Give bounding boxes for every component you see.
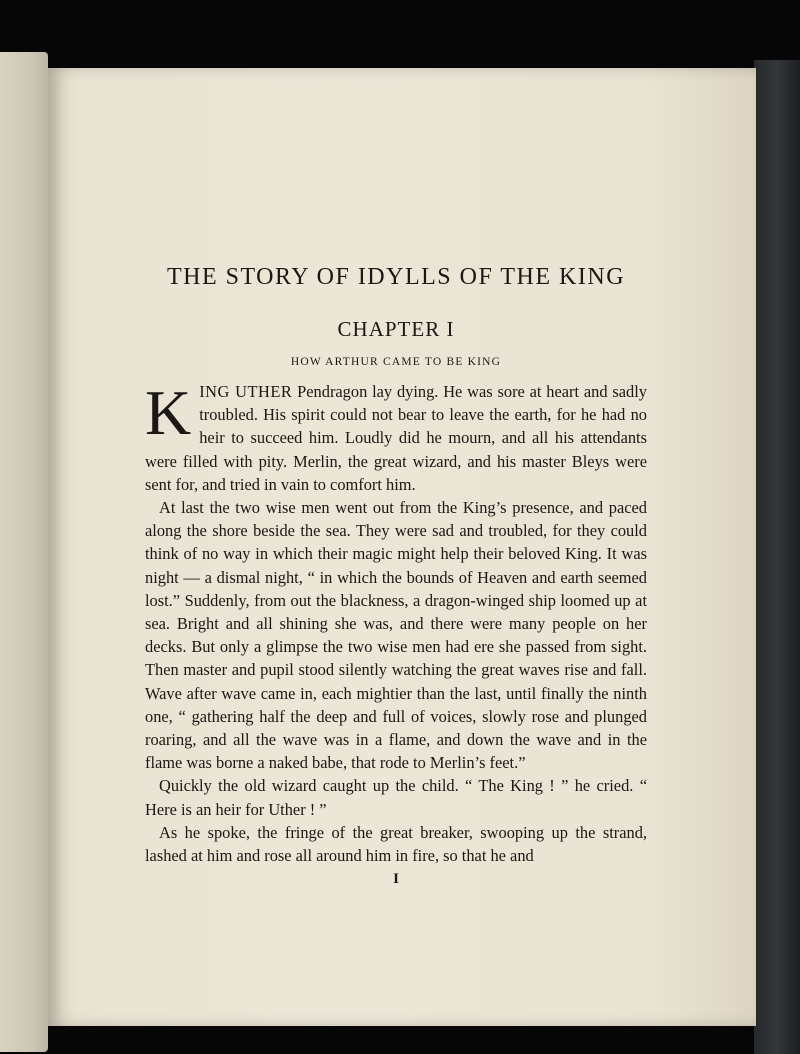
paragraph-1 (145, 377, 647, 496)
page-content (145, 264, 647, 888)
facing-page-edge (0, 52, 48, 1052)
paragraph-2: At last the two wise men went out from the King’s presence, and paced along the shore beside the sea. They were sad and troubled, for they could think of no way in which their magic might help their beloved King. It was night — a dismal night, “ in which the bounds of Heaven and earth seemed lost.” Suddenly, from out the blackness, a dragon-winged ship loomed up at sea. Bright and all shining she was, and there were many people on her decks. But only a glimpse the two wise men had ere she passed from sight. Then master and pupil stood silently watching the great waves rise and fall. Wave after wave came in, each mightier than the last, until finally the ninth one, “ gathering half the deep and full of voices, slowly rose and plunged roaring, and all the wave was in a flame, and down the wave and in the flame was borne a naked babe, that rode to Merlin’s feet.” (145, 498, 647, 773)
lead-small-caps: ING UTHER (199, 382, 293, 401)
page-number: I (393, 871, 399, 888)
drop-cap: K (145, 377, 192, 448)
paragraph-4: As he spoke, the fringe of the great breaker, swooping up the strand, lashed at him and rose all around him in fire, so that he and (145, 822, 647, 866)
book-title: THE STORY OF IDYLLS OF THE KING (166, 264, 626, 290)
chapter-subtitle: HOW ARTHUR CAME TO BE KING (290, 356, 502, 368)
chapter-heading: CHAPTER I (337, 317, 455, 341)
paragraph-1-text: Pendragon lay dying. He was sore at heart and sadly troubled. His spirit could not bear to leave the earth, for he had no heir to succeed him. Loudly did he mourn, and all his attendants were filled with pity. Merlin, the great wizard, and his master Bleys were sent for, and tried in vain to comfort him. (145, 382, 647, 494)
paragraph-3: Quickly the old wizard caught up the child. “ The King ! ” he cried. “ Here is an heir for Uther ! ” (145, 776, 647, 819)
book-page (48, 68, 756, 1026)
book-cover-edge (754, 60, 800, 1054)
